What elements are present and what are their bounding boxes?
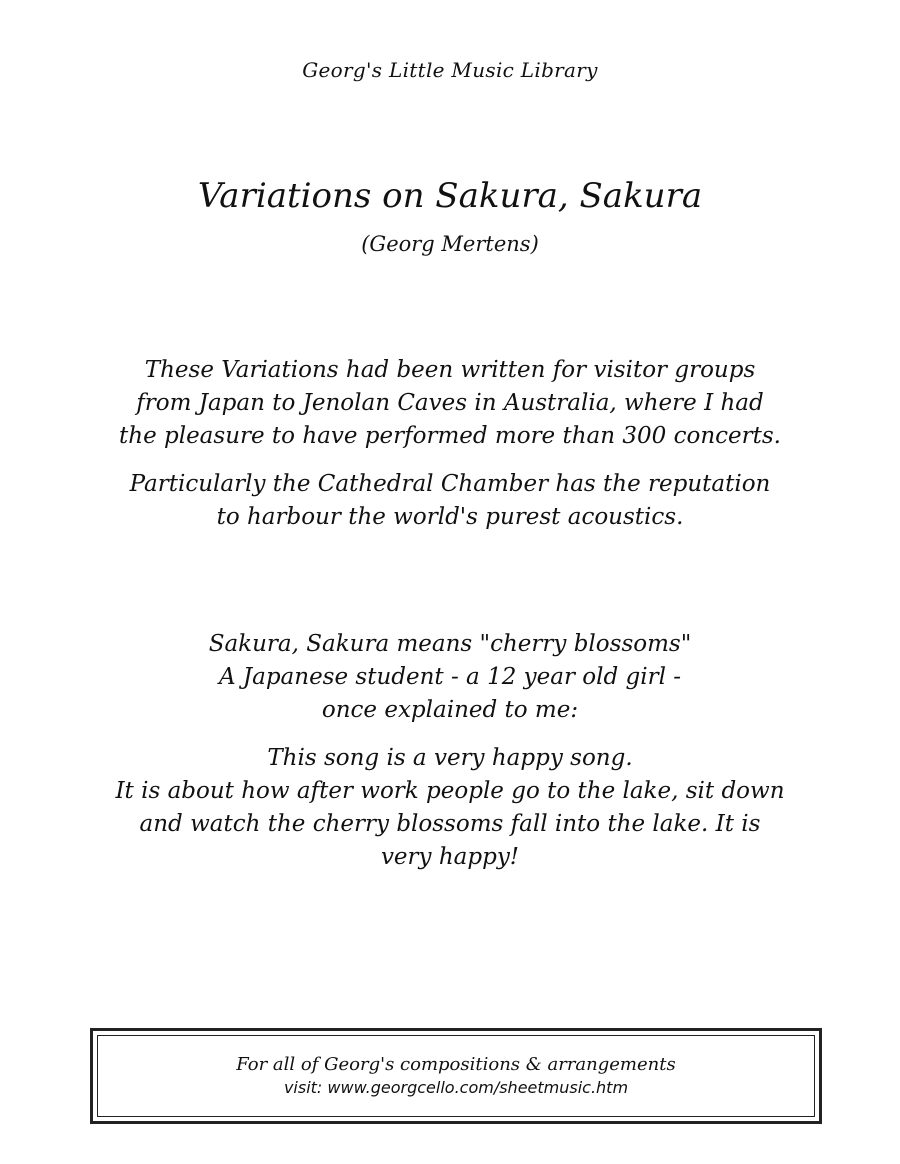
text-line: to harbour the world's purest acoustics. [216,504,684,530]
meaning-paragraph-1 [90,628,810,727]
text-line: from Japan to Jenolan Caves in Australia, where I had [136,390,764,416]
meaning-paragraph-2 [90,742,810,874]
footer-box [90,1028,822,1124]
library-name: Georg's Little Music Library [302,58,598,82]
footer-inner-frame [97,1035,815,1117]
text-line: very happy! [380,844,520,870]
footer-url: visit: www.georgcello.com/sheetmusic.htm [283,1078,629,1097]
intro-paragraph-1 [90,354,810,453]
composer-name: (Georg Mertens) [361,232,539,256]
intro-paragraph-2 [90,468,810,534]
text-line: These Variations had been written for visitor groups [144,357,756,383]
text-line: A Japanese student - a 12 year old girl - [218,664,682,690]
text-line: It is about how after work people go to the lake, sit down [115,778,785,804]
text-line: and watch the cherry blossoms fall into the lake. It is [139,811,761,837]
piece-title: Variations on Sakura, Sakura [197,176,703,216]
text-line: once explained to me: [321,697,579,723]
text-line: Sakura, Sakura means "cherry blossoms" [208,631,692,657]
footer-text: For all of Georg's compositions & arrangements [236,1054,676,1075]
text-line: This song is a very happy song. [267,745,633,771]
text-line: Particularly the Cathedral Chamber has the reputation [129,471,771,497]
text-line: the pleasure to have performed more than 300 concerts. [119,423,781,449]
